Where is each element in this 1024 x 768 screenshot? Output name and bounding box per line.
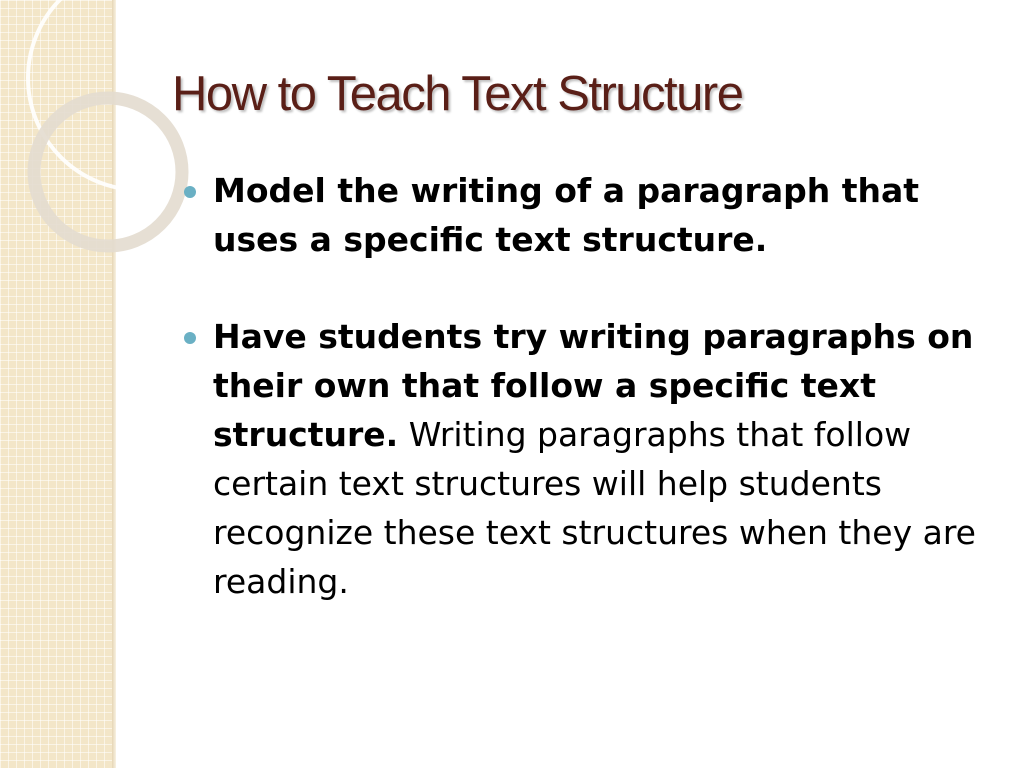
bullet-1-bold-text: Model the writing of a paragraph that uses a specific text structure. <box>213 171 920 259</box>
bullet-dot-icon <box>184 332 196 344</box>
bullet-2-bold-text: Have students try writing paragraphs on their own that follow a specific text structure. <box>213 317 974 454</box>
bullet-2-body-text: Writing paragraphs that follow certain text structures will help students recognize these text structures when they are reading. <box>213 415 976 601</box>
slide-title: How to Teach Text Structure <box>172 67 743 121</box>
bullet-list <box>184 166 984 606</box>
bullet-item-2 <box>184 312 984 606</box>
bullet-item-1 <box>184 166 984 264</box>
bullet-dot-icon <box>184 186 196 198</box>
small-ring-shape <box>34 98 182 246</box>
